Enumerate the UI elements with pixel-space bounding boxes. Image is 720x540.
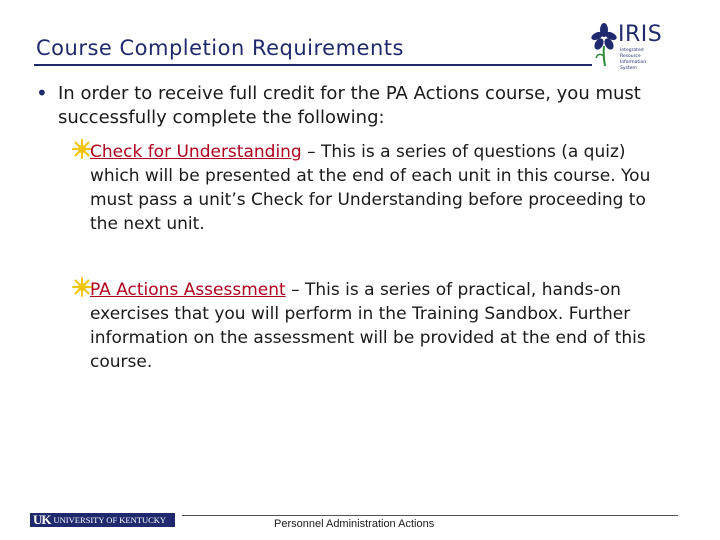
requirement-text [90,140,672,236]
requirement-description: – This is a series of practical, hands-on exercises that you will perform in the Training Sandbox. Further information on the assessment will be provided at the end of this course. [90,280,646,372]
title-underline [34,64,592,66]
star-burst-icon [72,277,92,297]
uk-mark: UK [33,513,51,527]
requirement-text [90,278,672,374]
flower-icon [590,22,618,66]
university-logo [30,513,175,527]
main-bullet-text: In order to receive full credit for the PA Actions course, you must successfully complete the following: [58,83,641,128]
requirement-description: – This is a series of questions (a quiz) which will be presented at the end of each unit in this course. You must pass a unit’s Check for Understanding before proceeding to the next unit. [90,142,651,234]
iris-wordmark: IRIS [618,22,663,47]
footer-caption: Personnel Administration Actions [274,518,435,530]
university-name: UNIVERSITY OF KENTUCKY [53,515,167,525]
iris-logo [590,20,670,71]
requirement-term: Check for Understanding [90,142,302,162]
requirement-term: PA Actions Assessment [90,280,286,300]
footer-divider [182,515,678,516]
slide-title: Course Completion Requirements [36,36,404,60]
bullet-icon: • [36,81,48,105]
star-burst-icon [72,139,92,159]
iris-subtitle: Integrated Resource Information System [620,48,647,71]
